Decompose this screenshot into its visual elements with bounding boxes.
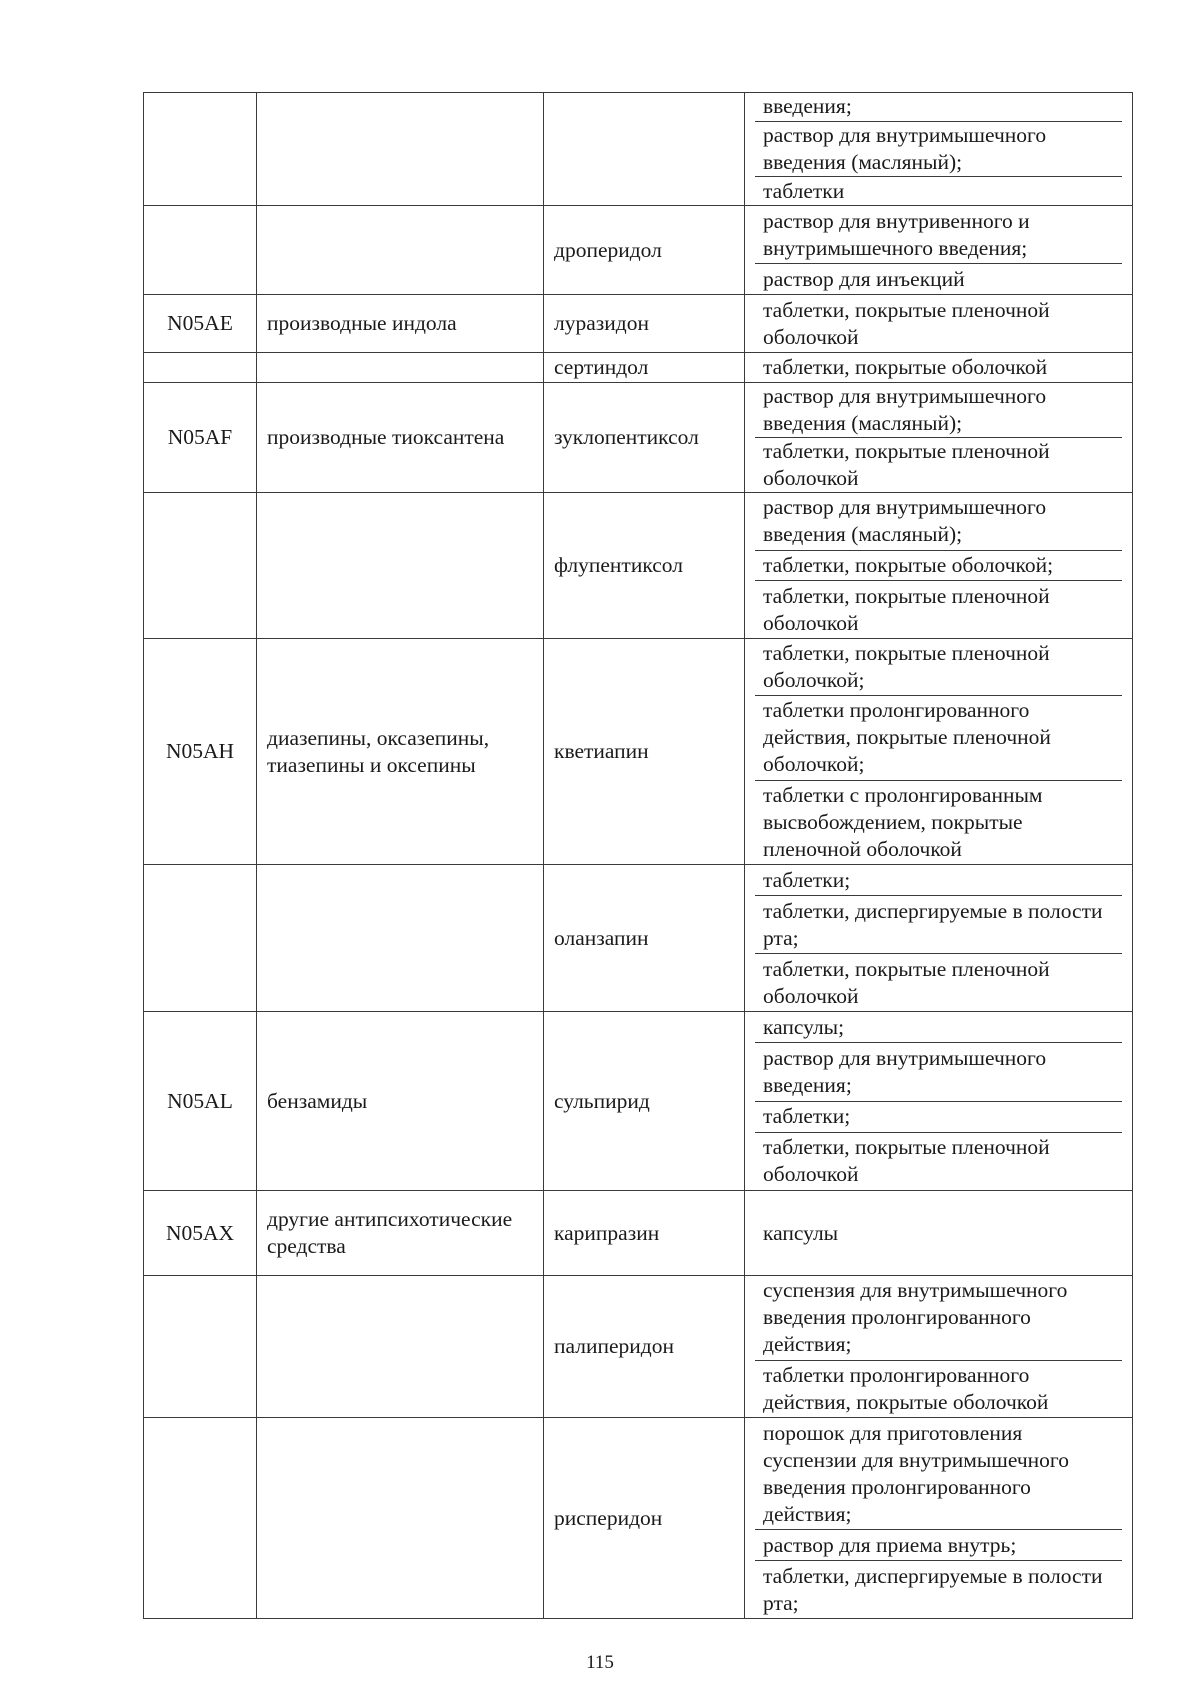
table-row xyxy=(144,383,1133,493)
dosage-form-item: раствор для приема внутрь; xyxy=(755,1530,1122,1561)
dosage-forms-list xyxy=(755,493,1122,638)
table-row xyxy=(144,1418,1133,1619)
table-row xyxy=(144,493,1133,639)
dosage-forms-cell xyxy=(745,1418,1133,1619)
dosage-form-item: таблетки xyxy=(763,178,845,203)
dosage-form-item: таблетки, покрытые пленочной оболочкой xyxy=(763,439,1050,490)
dosage-form-item: капсулы xyxy=(763,1220,839,1245)
dosage-form-item: таблетки, диспергируемые в полости рта; xyxy=(755,896,1122,954)
dosage-form-item: таблетки, покрытые оболочкой; xyxy=(755,551,1122,582)
drug-name-cell: карипразин xyxy=(544,1191,745,1276)
dosage-forms-cell xyxy=(745,206,1133,295)
dosage-form-item: раствор для внутримышечного введения (масляный); xyxy=(755,122,1122,178)
atc-code-cell: N05AF xyxy=(144,383,257,493)
pharmacological-group-cell xyxy=(257,493,544,639)
pharmacological-group-cell xyxy=(257,353,544,383)
drug-name-cell: дроперидол xyxy=(544,206,745,295)
dosage-form-item: таблетки пролонгированного действия, покрытые пленочной оболочкой; xyxy=(755,696,1122,780)
atc-code-cell xyxy=(144,493,257,639)
drug-name-cell: кветиапин xyxy=(544,639,745,865)
table-body xyxy=(144,93,1133,1619)
pharmacological-group-cell: производные тиоксантена xyxy=(257,383,544,493)
drug-name-cell xyxy=(544,93,745,206)
dosage-form-item: порошок для приготовления суспензии для внутримышечного введения пролонгированного действия; xyxy=(755,1418,1122,1530)
dosage-form-item: раствор для инъекций xyxy=(763,266,965,291)
dosage-forms-list xyxy=(755,93,1122,205)
table-row xyxy=(144,1276,1133,1418)
dosage-form-item: суспензия для внутримышечного введения пролонгированного действия; xyxy=(755,1276,1122,1361)
dosage-forms-list xyxy=(755,206,1122,294)
dosage-forms-cell xyxy=(745,295,1133,353)
drug-name-cell: зуклопентиксол xyxy=(544,383,745,493)
dosage-form-item: таблетки; xyxy=(755,865,1122,896)
table-row xyxy=(144,1191,1133,1276)
dosage-forms-cell xyxy=(745,383,1133,493)
dosage-form-item: таблетки, покрытые пленочной оболочкой xyxy=(763,956,1050,1008)
dosage-form-item: раствор для внутримышечного введения (масляный); xyxy=(755,383,1122,438)
dosage-form-item: раствор для внутримышечного введения (масляный); xyxy=(755,493,1122,551)
dosage-forms-cell xyxy=(745,493,1133,639)
drug-name-cell: рисперидон xyxy=(544,1418,745,1619)
pharmacological-group-cell xyxy=(257,206,544,295)
dosage-forms-cell xyxy=(745,1276,1133,1418)
dosage-form-item: таблетки, покрытые пленочной оболочкой xyxy=(763,1135,1050,1187)
table-row xyxy=(144,295,1133,353)
table-row xyxy=(144,93,1133,206)
table-row xyxy=(144,206,1133,295)
drug-classification-table xyxy=(143,92,1133,1619)
table-row xyxy=(144,865,1133,1012)
pharmacological-group-cell xyxy=(257,1418,544,1619)
page-number: 115 xyxy=(586,1652,614,1673)
dosage-form-item: таблетки, покрытые пленочной оболочкой; xyxy=(755,639,1122,696)
atc-code-cell xyxy=(144,1418,257,1619)
atc-code-cell: N05AX xyxy=(144,1191,257,1276)
dosage-forms-cell xyxy=(745,1012,1133,1191)
dosage-form-item: раствор для внутримышечного введения; xyxy=(755,1043,1122,1101)
dosage-forms-list xyxy=(755,639,1122,864)
pharmacological-group-cell: диазепины, оксазепины, тиазепины и оксепины xyxy=(257,639,544,865)
atc-code-cell: N05AL xyxy=(144,1012,257,1191)
dosage-form-item: таблетки; xyxy=(755,1102,1122,1133)
drug-name-cell: сульпирид xyxy=(544,1012,745,1191)
dosage-forms-list xyxy=(755,1012,1122,1190)
dosage-form-item: капсулы; xyxy=(755,1012,1122,1043)
dosage-forms-list xyxy=(755,1418,1122,1618)
dosage-forms-cell xyxy=(745,865,1133,1012)
dosage-form-item: таблетки с пролонгированным высвобождением, покрытые пленочной оболочкой xyxy=(763,782,1043,861)
atc-code-cell: N05AH xyxy=(144,639,257,865)
dosage-forms-cell xyxy=(745,353,1133,383)
pharmacological-group-cell xyxy=(257,1276,544,1418)
atc-code-cell xyxy=(144,353,257,383)
dosage-forms-list xyxy=(755,383,1122,492)
atc-code-cell xyxy=(144,206,257,295)
dosage-forms-cell xyxy=(745,93,1133,206)
table-row xyxy=(144,1012,1133,1191)
dosage-form-item: таблетки, покрытые пленочной оболочкой xyxy=(763,297,1050,349)
table-row xyxy=(144,353,1133,383)
atc-code-cell: N05AE xyxy=(144,295,257,353)
dosage-forms-list xyxy=(755,1191,1122,1275)
dosage-forms-list xyxy=(755,865,1122,1011)
pharmacological-group-cell xyxy=(257,93,544,206)
dosage-form-item: таблетки пролонгированного действия, покрытые оболочкой xyxy=(763,1362,1049,1414)
pharmacological-group-cell: производные индола xyxy=(257,295,544,353)
drug-name-cell: луразидон xyxy=(544,295,745,353)
drug-name-cell: оланзапин xyxy=(544,865,745,1012)
atc-code-cell xyxy=(144,1276,257,1418)
pharmacological-group-cell: другие антипсихотические средства xyxy=(257,1191,544,1276)
dosage-form-item: введения; xyxy=(755,93,1122,122)
drug-name-cell: флупентиксол xyxy=(544,493,745,639)
dosage-forms-list xyxy=(755,295,1122,352)
dosage-form-item: таблетки, диспергируемые в полости рта; xyxy=(763,1563,1103,1615)
pharmacological-group-cell xyxy=(257,865,544,1012)
dosage-form-item: таблетки, покрытые пленочной оболочкой xyxy=(763,583,1050,635)
drug-name-cell: сертиндол xyxy=(544,353,745,383)
drug-name-cell: палиперидон xyxy=(544,1276,745,1418)
dosage-forms-cell xyxy=(745,1191,1133,1276)
dosage-forms-list xyxy=(755,1276,1122,1417)
dosage-form-item: раствор для внутривенного и внутримышечного введения; xyxy=(755,206,1122,264)
dosage-forms-list xyxy=(755,353,1122,382)
dosage-forms-cell xyxy=(745,639,1133,865)
atc-code-cell xyxy=(144,93,257,206)
atc-code-cell xyxy=(144,865,257,1012)
pharmacological-group-cell: бензамиды xyxy=(257,1012,544,1191)
dosage-form-item: таблетки, покрытые оболочкой xyxy=(763,355,1048,379)
table-row xyxy=(144,639,1133,865)
